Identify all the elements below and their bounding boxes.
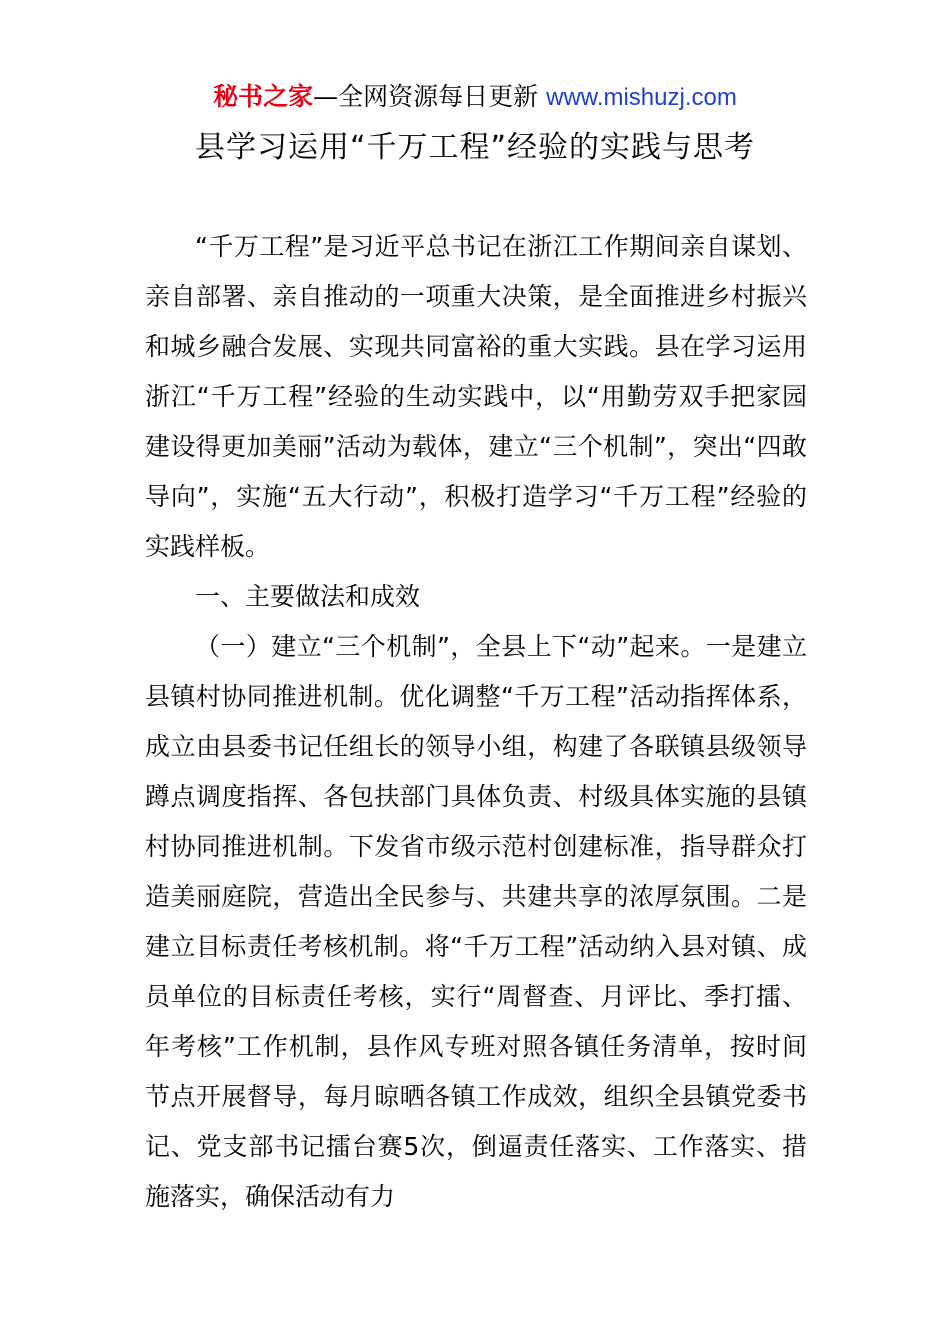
site-url-link[interactable]: www.mishuzj.com <box>546 84 737 111</box>
paragraph-section-1: （一）建立“三个机制”，全县上下“动”起来。一是建立县镇村协同推进机制。优化调整“千万工程”活动指挥体系，成立由县委书记任组长的领导小组，构建了各联镇县级领导蹲点调度指挥、各包扶部门具体负责、村级具体实施的县镇村协同推进机制。下发省市级示范村创建标准，指导群众打造美丽庭院，营造出全民参与、共建共享的浓厚氛围。二是建立目标责任考核机制。将“千万工程”活动纳入县对镇、成员单位的目标责任考核，实行“周督查、月评比、季打擂、年考核”工作机制，县作风专班对照各镇任务清单，按时间节点开展督导，每月晾晒各镇工作成效，组织全县镇党委书记、党支部书记擂台赛5次，倒逼责任落实、工作落实、措施落实，确保活动有力 <box>145 632 807 1211</box>
header-tagline: —全网资源每日更新 <box>313 82 539 111</box>
document-title: 县学习运用“千万工程”经验的实践与思考 <box>194 130 756 165</box>
site-header <box>0 80 950 115</box>
document-body <box>145 222 807 1222</box>
paragraph-intro: “千万工程”是习近平总书记在浙江工作期间亲自谋划、亲自部署、亲自推动的一项重大决策，是全面推进乡村振兴和城乡融合发展、实现共同富裕的重大实践。县在学习运用浙江“千万工程”经验的生动实践中，以“用勤劳双手把家园建设得更加美丽”活动为载体，建立“三个机制”，突出“四敢导向”，实施“五大行动”，积极打造学习“千万工程”经验的实践样板。 <box>145 232 807 561</box>
section-heading: 一、主要做法和成效 <box>195 582 421 611</box>
brand-name: 秘书之家 <box>213 82 314 111</box>
